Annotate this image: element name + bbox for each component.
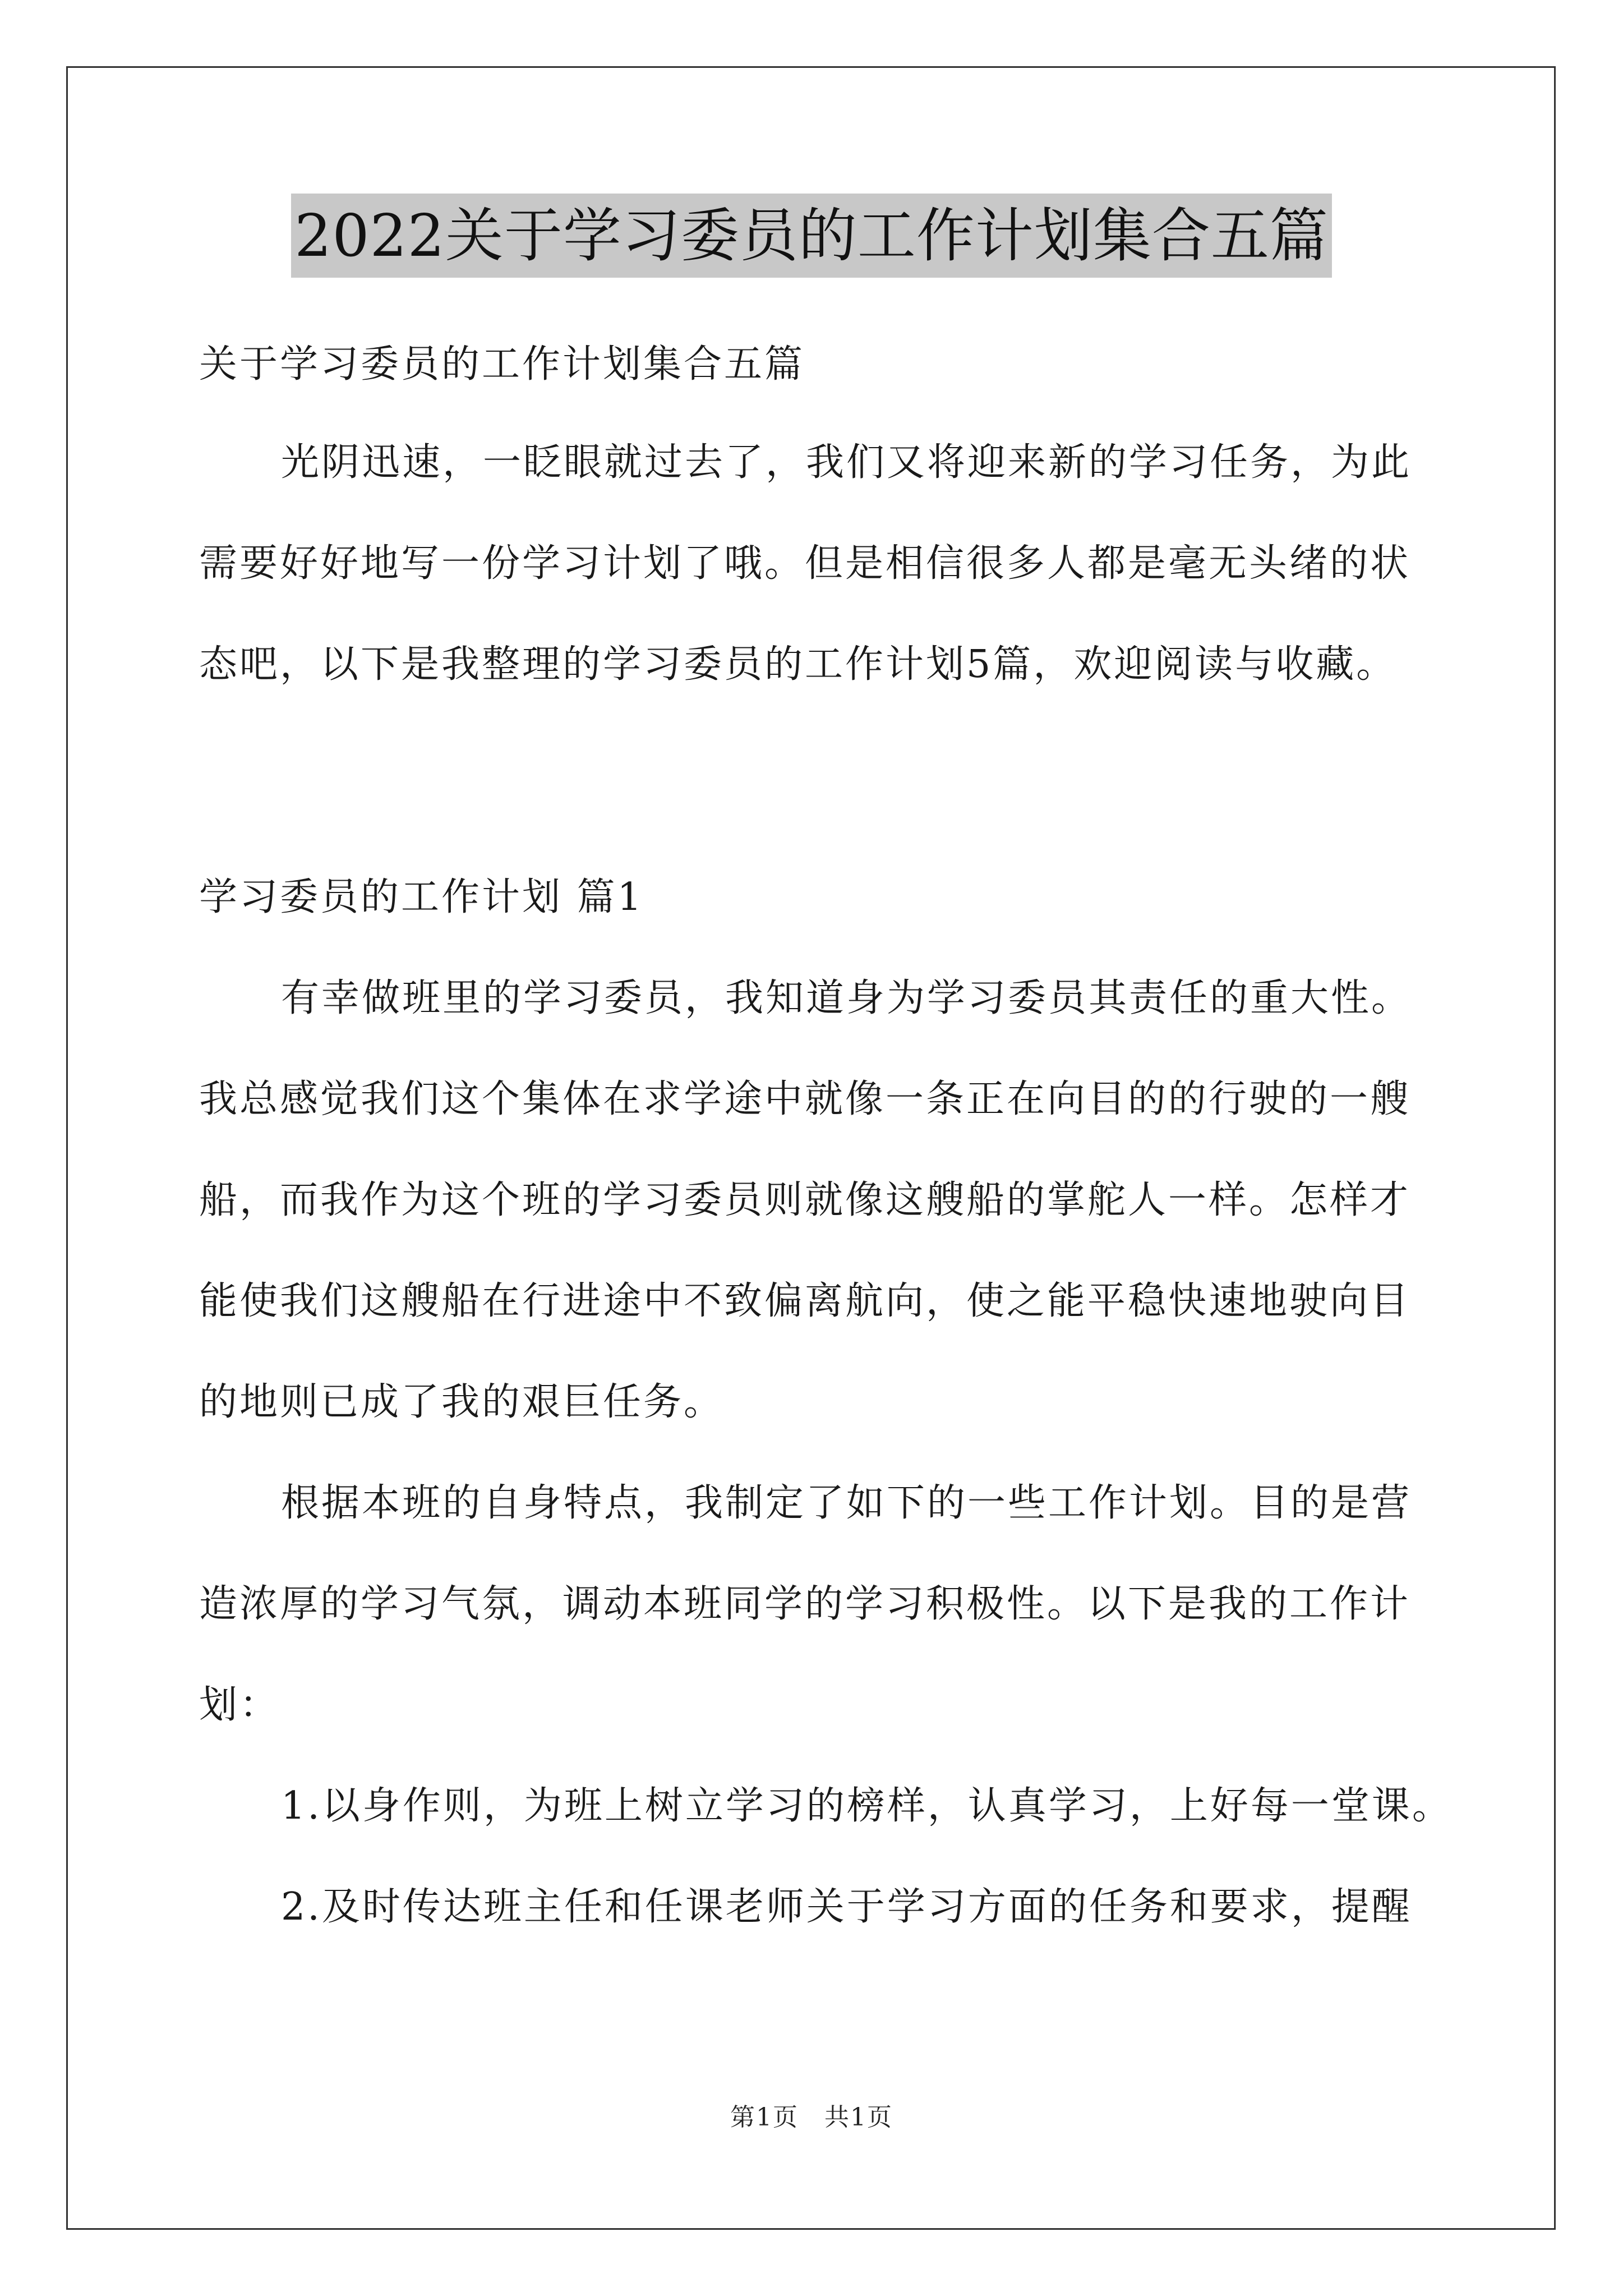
body-paragraph-line: 划： [199, 1683, 280, 1727]
body-paragraph-line: 我总感觉我们这个集体在求学途中就像一条正在向目的的行驶的一艘 [199, 1077, 1411, 1121]
section-heading: 学习委员的工作计划 篇1 [199, 875, 644, 919]
intro-paragraph-line: 态吧，以下是我整理的学习委员的工作计划5篇，欢迎阅读与收藏。 [199, 642, 1397, 687]
body-paragraph-line: 造浓厚的学习气氛，调动本班同学的学习积极性。以下是我的工作计 [199, 1582, 1411, 1626]
body-paragraph-line: 能使我们这艘船在行进途中不致偏离航向，使之能平稳快速地驶向目 [199, 1279, 1411, 1323]
body-paragraph-line: 有幸做班里的学习委员，我知道身为学习委员其责任的重大性。 [281, 976, 1412, 1020]
body-paragraph-line: 根据本班的自身特点，我制定了如下的一些工作计划。目的是营 [281, 1481, 1412, 1525]
page-footer: 第1页 共1页 [730, 2103, 893, 2132]
list-item-2: 2.及时传达班主任和任课老师关于学习方面的任务和要求，提醒 [281, 1885, 1412, 1929]
document-title: 2022关于学习委员的工作计划集合五篇 [291, 194, 1332, 278]
list-item-1: 1.以身作则，为班上树立学习的榜样，认真学习，上好每一堂课。 [281, 1784, 1453, 1828]
body-paragraph-line: 船，而我作为这个班的学习委员则就像这艘船的掌舵人一样。怎样才 [199, 1178, 1411, 1222]
title-container [0, 194, 1623, 278]
intro-paragraph-line: 光阴迅速，一眨眼就过去了，我们又将迎来新的学习任务，为此 [281, 440, 1412, 485]
body-paragraph-line: 的地则已成了我的艰巨任务。 [199, 1380, 725, 1424]
intro-paragraph-line: 需要好好地写一份学习计划了哦。但是相信很多人都是毫无头绪的状 [199, 541, 1411, 586]
subtitle-line: 关于学习委员的工作计划集合五篇 [199, 342, 805, 386]
